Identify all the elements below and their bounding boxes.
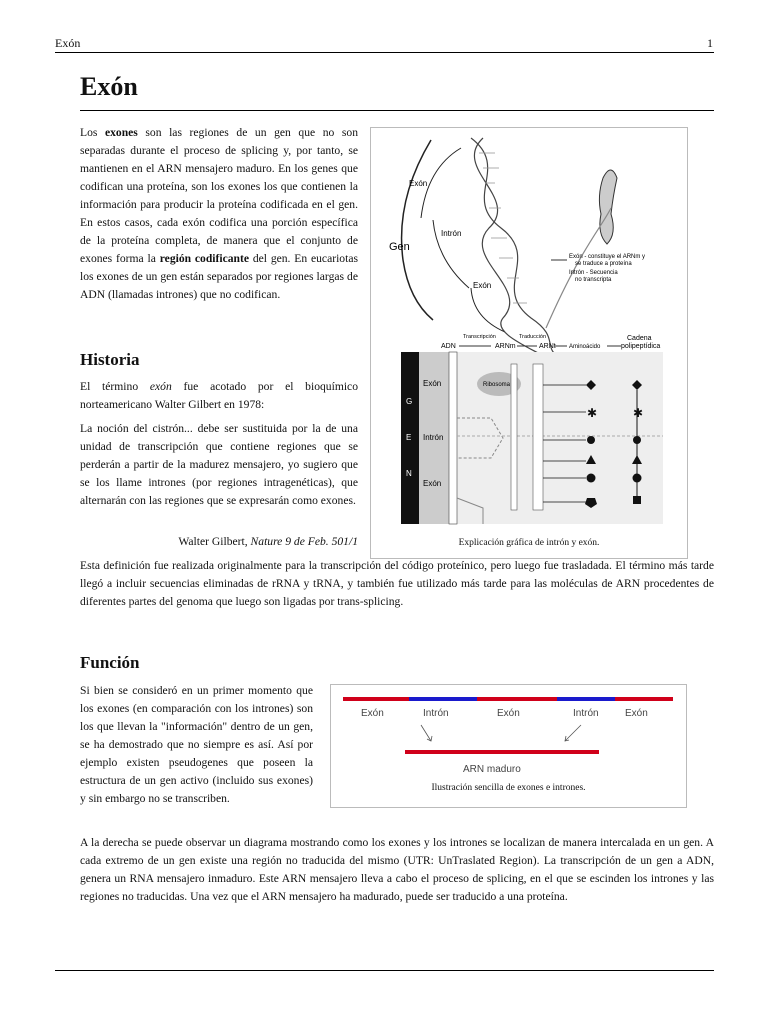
heading-historia: Historia bbox=[80, 350, 140, 369]
historia-paragraph: El término exón fue acotado por el bioquímico norteamericano Walter Gilbert en 1978: bbox=[80, 380, 358, 411]
exon-bracket-bottom bbox=[471, 288, 505, 332]
mrna-strand bbox=[511, 364, 517, 510]
label-exon-2: Exón bbox=[497, 708, 520, 719]
gene-bracket bbox=[402, 140, 433, 320]
footer-rule bbox=[55, 970, 714, 971]
label-exon-c: Exón bbox=[423, 479, 442, 488]
gilbert-quote: La noción del cistrón... debe ser sustituida por la de una unidad de transcripción que contiene regiones que se perderán a partir de la madurez mensajero, yo sugiero que se los llame intrones (por regiones intragenéticas), que alternarán con las regiones que se expresarán como exones. bbox=[80, 422, 358, 507]
label-traduccion: Traducción bbox=[519, 334, 547, 340]
label-aminoacido: Aminoácido bbox=[569, 344, 601, 350]
legend-intron: Intrón - Secuencia bbox=[569, 270, 618, 276]
dna-strand bbox=[449, 352, 457, 524]
bar-exon-1 bbox=[343, 697, 409, 701]
label-arnm: ARNm bbox=[495, 343, 516, 350]
running-header-title: Exón bbox=[55, 36, 81, 50]
bar-intron-1 bbox=[409, 697, 477, 701]
label-arnt: ARNt bbox=[539, 343, 556, 350]
label-polipeptidica: polipeptídica bbox=[621, 343, 661, 350]
arrows bbox=[421, 725, 581, 741]
figure2-caption: Ilustración sencilla de exones e intrones. bbox=[431, 783, 586, 793]
header-rule bbox=[55, 52, 714, 53]
figure-exon-intron-simple bbox=[330, 684, 687, 808]
label-e: E bbox=[406, 433, 412, 442]
label-exon-top: Exón bbox=[409, 179, 428, 188]
figure1-caption: Explicación gráfica de intrón y exón. bbox=[458, 538, 600, 548]
label-arn-maduro: ARN maduro bbox=[463, 764, 521, 775]
label-intron-1: Intrón bbox=[423, 708, 449, 719]
label-transcripcion: Transcripción bbox=[463, 334, 496, 340]
quote-attribution: Walter Gilbert, Nature 9 de Feb. 501/1 bbox=[178, 535, 358, 548]
label-n: N bbox=[406, 469, 412, 478]
legend-exon-b: se traduce a proteína bbox=[575, 261, 632, 267]
intron-exon-diagram bbox=[371, 128, 687, 558]
historia-paragraph-2: Esta definición fue realizada originalmente para la transcripción del código proteínico, pero luego fue trasladada. El término más tarde llegó a incluir secuencias eliminadas de rRNA y tRNA, y también fue utilizado más tarde para las moléculas de ARN procedentes de diferentes partes del genoma que luego son ligadas por trans-splicing. bbox=[80, 559, 714, 608]
figure-intron-exon bbox=[370, 127, 688, 559]
label-intron-2: Intrón bbox=[573, 708, 599, 719]
title-rule bbox=[80, 110, 714, 111]
label-adn: ADN bbox=[441, 343, 456, 350]
bar-exon-3 bbox=[615, 697, 673, 701]
label-ribosoma: Ribosoma bbox=[483, 382, 511, 388]
legend-intron-b: no transcripta bbox=[575, 277, 612, 283]
label-exon-1: Exón bbox=[361, 708, 384, 719]
label-intron: Intrón bbox=[441, 229, 462, 238]
label-exon-3: Exón bbox=[625, 708, 648, 719]
funcion-paragraph-1: Si bien se consideró en un primer momento que los exones (en comparación con los intrones) son los que llevan la "información" dentro de un gen, se ha demostrado que no siempre es así. Así por ejemplo existen pseudogenes que poseen la estructura de un gen activo (incluido sus exones) y sin embargo no se transcriben. bbox=[80, 684, 313, 805]
trna-strand bbox=[533, 364, 543, 510]
label-exon-a: Exón bbox=[423, 379, 442, 388]
label-cadena: Cadena bbox=[627, 335, 652, 342]
legend-exon: Exón - constituye el ARNm y bbox=[569, 254, 646, 260]
label-intron-b: Intrón bbox=[423, 433, 444, 442]
heading-funcion: Función bbox=[80, 653, 140, 672]
bar-intron-2 bbox=[557, 697, 615, 701]
label-gen: Gen bbox=[389, 241, 410, 253]
svg-text:✱: ✱ bbox=[633, 406, 644, 420]
bar-exon-2 bbox=[477, 697, 557, 701]
page-title: Exón bbox=[80, 72, 138, 101]
chromosome-icon bbox=[599, 170, 617, 244]
page-number: 1 bbox=[707, 36, 713, 50]
intro-paragraph: Los exones son las regiones de un gen que no son separadas durante el proceso de splicing y, por tanto, se mantienen en el ARN mensajero maduro. En los genes que codifican una proteína, son los exones los que contienen la información para producir la proteína codificada en el gen. En estos casos, cada exón codifica una porción específica de la proteína completa, de manera que el conjunto de exones forma la región codificante del gen. En eucariotas los exones de un gen están separados por regiones largas de ADN (llamadas intrones) que no codifican. bbox=[80, 126, 358, 301]
label-g: G bbox=[406, 397, 413, 406]
bar-mature-rna bbox=[405, 750, 599, 754]
funcion-paragraph-2: A la derecha se puede observar un diagrama mostrando como los exones y los intrones se localizan de manera intercalada en un gen. A cada extremo de un gen existe una región no traducida del mismo (UTR: UnTraslated Region). La transcripción de un gen a ADN, genera un RNA mensajero inmaduro. Este ARN mensajero lleva a cabo el proceso de splicing, en el que se escinden los intrones y las regiones no traducidas. Una vez que el ARN mensajero ha madurado, puede ser traducido a una proteína. bbox=[80, 836, 714, 903]
label-exon-bottom: Exón bbox=[473, 281, 492, 290]
svg-text:✱: ✱ bbox=[587, 406, 598, 420]
